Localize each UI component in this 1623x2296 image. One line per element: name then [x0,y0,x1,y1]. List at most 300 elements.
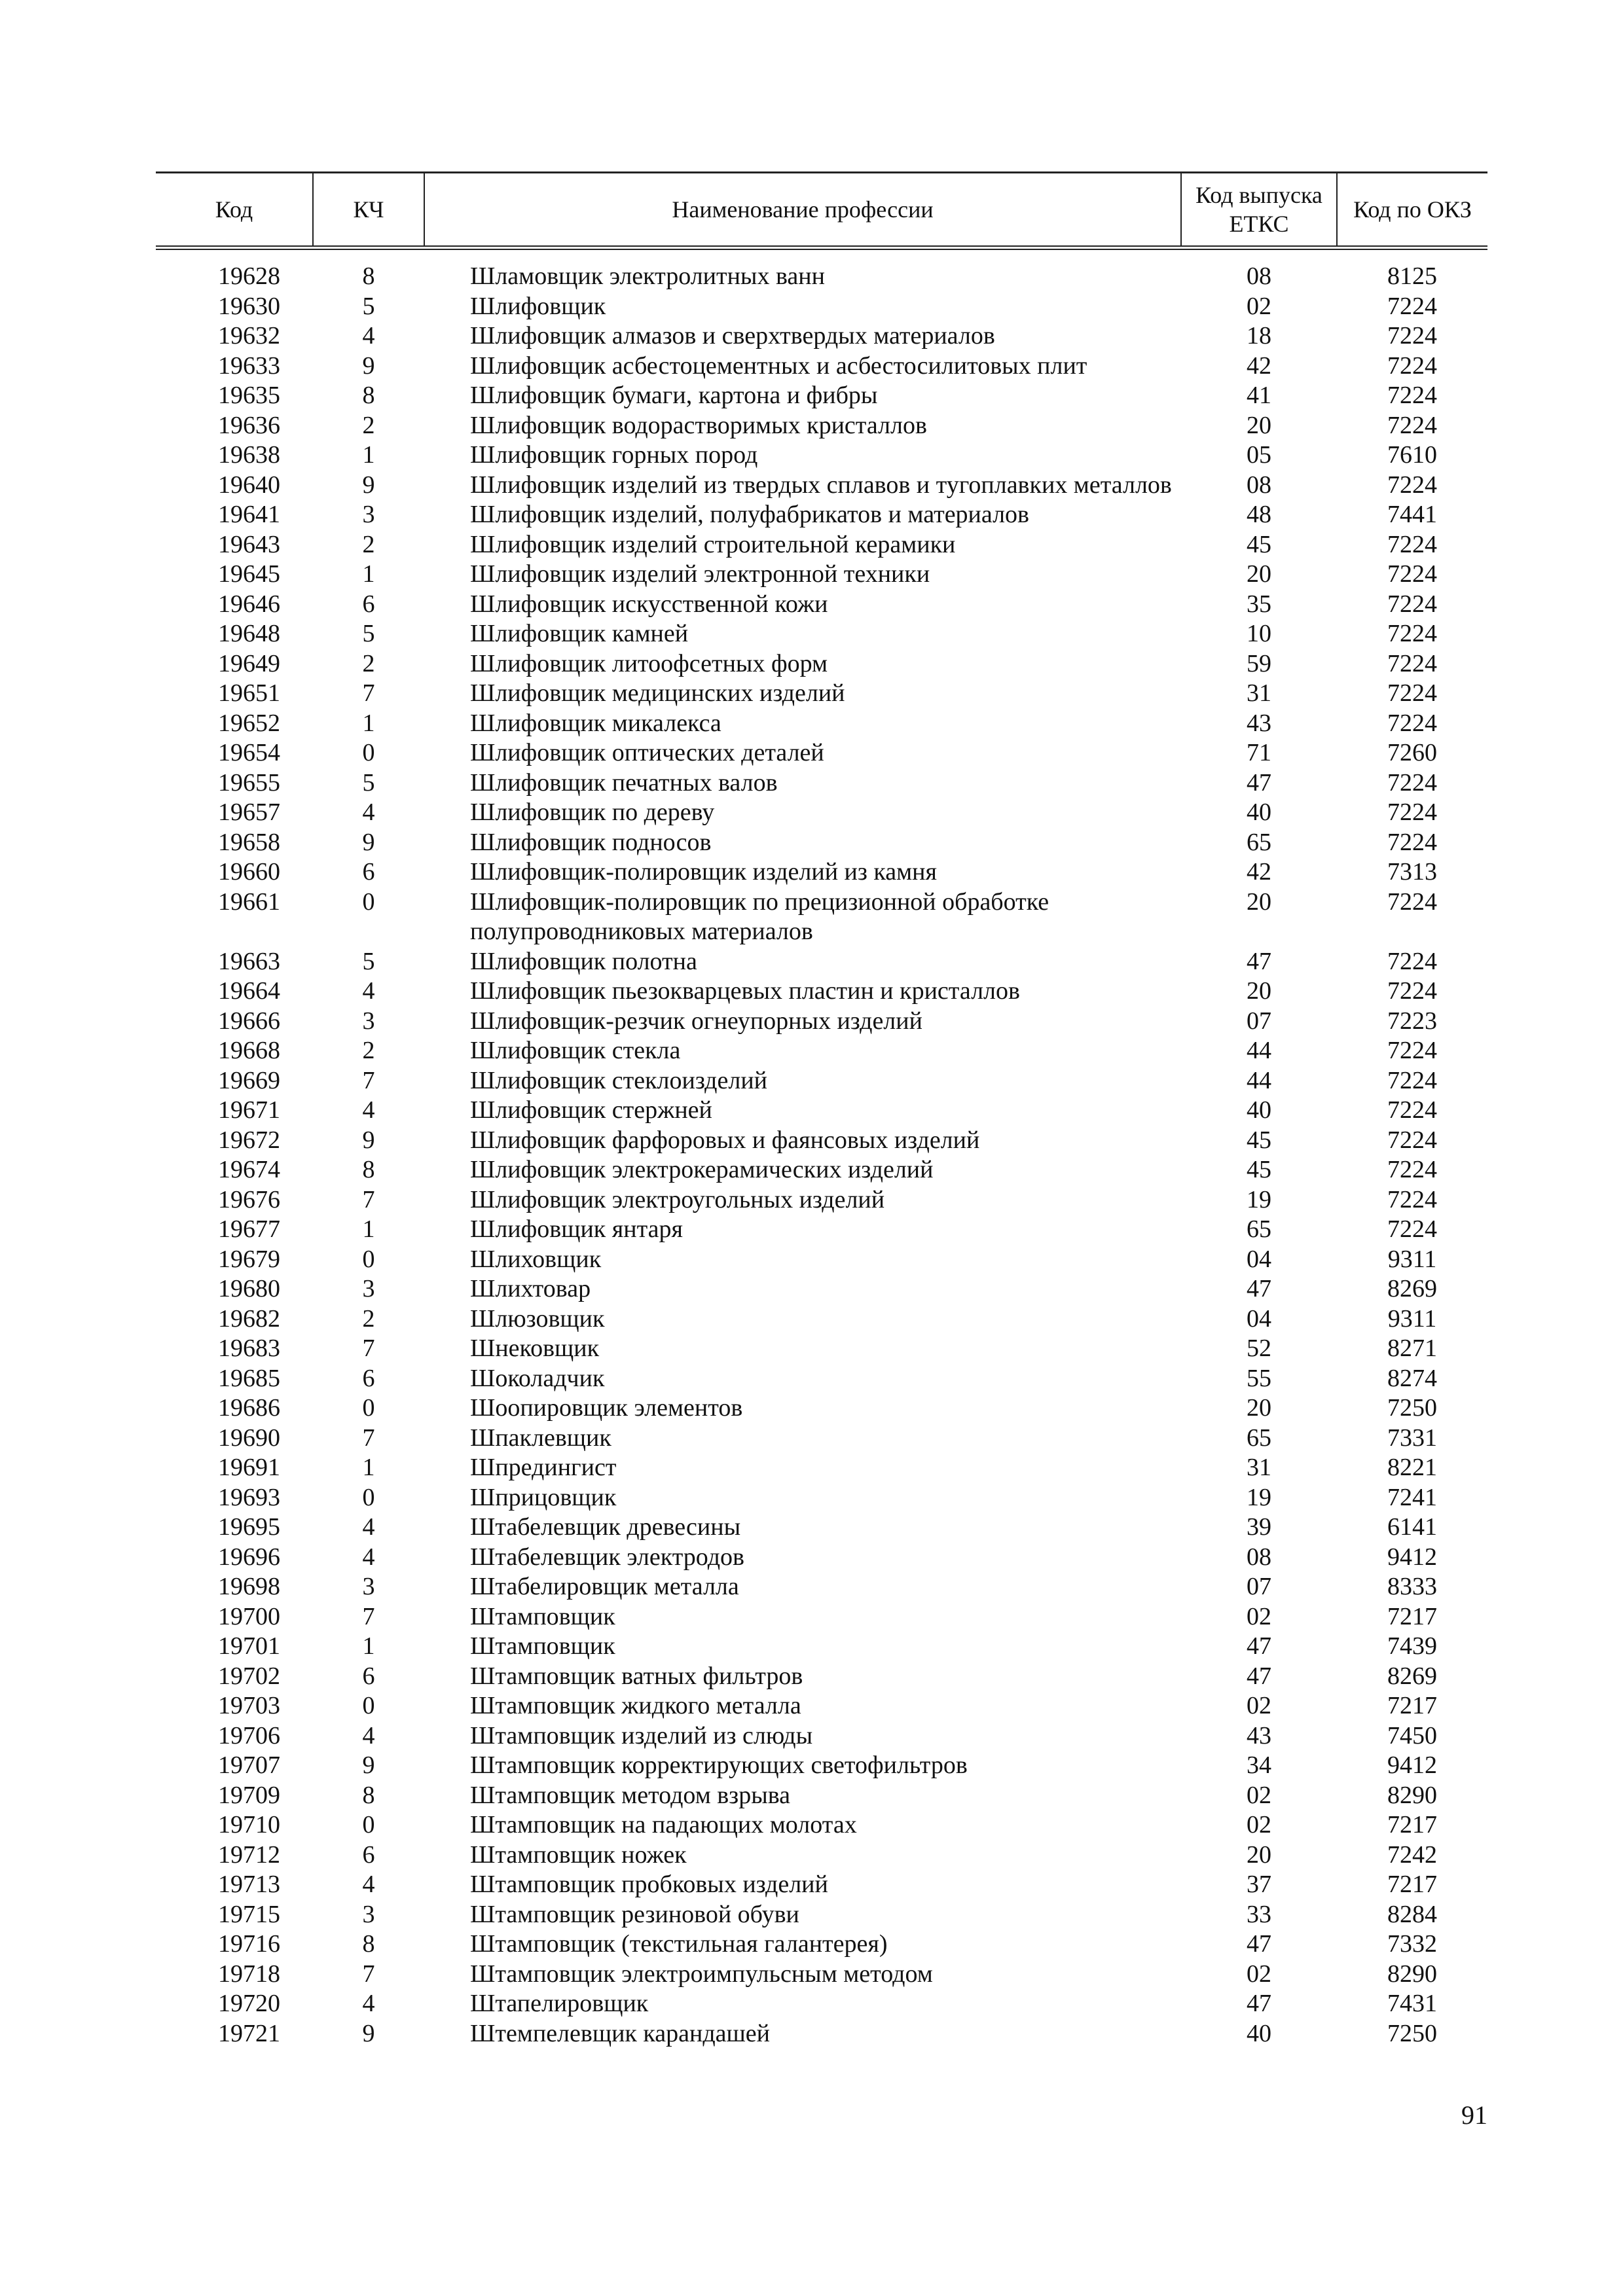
cell-code: 19690 [218,1424,280,1452]
cell-okz-code: 7224 [1387,530,1437,558]
cell-okz-code: 7224 [1387,709,1437,737]
cell-etks-code: 43 [1247,709,1271,737]
cell-code: 19679 [218,1245,280,1273]
cell-okz-code: 7250 [1387,1394,1437,1422]
table-row [156,590,1487,620]
cell-okz-code: 7224 [1387,411,1437,439]
cell-kch: 4 [362,798,375,826]
cell-etks-code: 59 [1247,649,1271,677]
cell-name: Шлифовщик литоофсетных форм [470,649,828,677]
cell-name: Шлифовщик изделий из твердых сплавов и тугоплавких металлов [470,471,1172,499]
cell-kch: 4 [362,1543,375,1571]
cell-etks-code: 47 [1247,768,1271,797]
cell-etks-code: 02 [1247,1781,1271,1809]
table-row [156,1066,1487,1096]
cell-etks-code: 65 [1247,828,1271,856]
cell-etks-code: 42 [1247,351,1271,380]
cell-name: Шоопировщик элементов [470,1394,743,1422]
table-row [156,1870,1487,1900]
cell-name: Шлифовщик оптических деталей [470,739,824,766]
cell-okz-code: 7224 [1387,1185,1437,1213]
cell-kch: 5 [362,620,375,647]
cell-name: Шлифовщик медицинских изделий [470,679,845,707]
cell-kch: 4 [362,1990,375,2017]
cell-etks-code: 07 [1247,1573,1271,1600]
cell-kch: 3 [362,1007,375,1035]
cell-code: 19720 [218,1990,280,2017]
cell-okz-code: 8221 [1387,1454,1437,1481]
cell-kch: 6 [362,1662,375,1690]
cell-name: Шламовщик электролитных ванн [470,262,825,290]
cell-name: Шлифовщик изделий строительной керамики [470,530,956,558]
cell-etks-code: 31 [1247,679,1271,707]
cell-etks-code: 39 [1247,1513,1271,1541]
cell-kch: 6 [362,590,375,618]
cell-code: 19695 [218,1513,280,1541]
cell-code: 19703 [218,1692,280,1719]
table-row [156,1751,1487,1781]
cell-okz-code: 7224 [1387,828,1437,856]
cell-name: Штамповщик [470,1602,615,1630]
cell-code: 19680 [218,1275,280,1302]
cell-etks-code: 40 [1247,1096,1271,1124]
cell-name: Шлифовщик изделий, полуфабрикатов и материалов [470,501,1029,528]
cell-etks-code: 44 [1247,1037,1271,1064]
cell-okz-code: 9311 [1387,1304,1437,1333]
cell-okz-code: 7224 [1387,560,1437,588]
cell-kch: 0 [362,1394,375,1422]
cell-kch: 0 [362,888,375,916]
cell-etks-code: 34 [1247,1751,1271,1779]
cell-kch: 3 [362,501,375,528]
cell-okz-code: 7441 [1387,501,1437,528]
cell-name: Штабелировщик металла [470,1573,739,1600]
table-row [156,947,1487,977]
cell-name: Шлифовщик янтаря [470,1215,683,1243]
cell-name: Штамповщик методом взрыва [470,1781,791,1809]
cell-etks-code: 20 [1247,1394,1271,1422]
cell-code: 19716 [218,1930,280,1958]
cell-kch: 6 [362,1840,375,1869]
cell-okz-code: 7224 [1387,322,1437,350]
cell-name: Штамповщик на падающих молотах [470,1811,857,1839]
cell-kch: 9 [362,2019,375,2047]
cell-etks-code: 08 [1247,1543,1271,1571]
cell-code: 19648 [218,620,280,647]
table-row [156,709,1487,739]
cell-kch: 4 [362,1871,375,1898]
cell-kch: 0 [362,1483,375,1511]
cell-etks-code: 02 [1247,292,1271,320]
table-row [156,828,1487,858]
header-kch: КЧ [313,173,424,248]
cell-name: Шоколадчик [470,1364,605,1392]
cell-etks-code: 47 [1247,1990,1271,2017]
cell-etks-code: 31 [1247,1454,1271,1481]
cell-name: Шлифовщик бумаги, картона и фибры [470,382,878,409]
cell-code: 19657 [218,798,280,826]
cell-okz-code: 7224 [1387,1156,1437,1183]
cell-code: 19632 [218,322,280,350]
cell-etks-code: 47 [1247,1930,1271,1958]
table-row [156,1781,1487,1811]
cell-okz-code: 7431 [1387,1990,1437,2017]
cell-okz-code: 8290 [1387,1960,1437,1988]
cell-code: 19685 [218,1364,280,1392]
cell-okz-code: 7224 [1387,1037,1437,1064]
cell-kch: 9 [362,471,375,499]
cell-okz-code: 6141 [1387,1513,1437,1541]
cell-name: Штамповщик пробковых изделий [470,1871,828,1898]
table-row [156,1840,1487,1871]
cell-etks-code: 07 [1247,1007,1271,1035]
cell-name: Шлифовщик подносов [470,828,712,856]
cell-okz-code: 7224 [1387,768,1437,797]
cell-name: Штемпелевщик карандашей [470,2019,771,2047]
cell-name: Шлифовщик искусственной кожи [470,590,828,618]
cell-code: 19645 [218,560,280,588]
cell-etks-code: 45 [1247,530,1271,558]
cell-code: 19707 [218,1751,280,1779]
cell-kch: 2 [362,1304,375,1333]
table-row [156,1543,1487,1573]
table-row [156,1810,1487,1840]
cell-okz-code: 7241 [1387,1483,1437,1511]
cell-kch: 8 [362,1930,375,1958]
cell-okz-code: 7224 [1387,292,1437,320]
cell-code: 19651 [218,679,280,707]
cell-name: Шлифовщик изделий электронной техники [470,560,930,588]
cell-okz-code: 7224 [1387,471,1437,499]
cell-name: Штамповщик [470,1632,615,1660]
table-row [156,1483,1487,1513]
header-etks: Код выпуска ЕТКС [1181,173,1337,248]
cell-code: 19636 [218,411,280,439]
cell-okz-code: 7313 [1387,858,1437,886]
cell-kch: 9 [362,1751,375,1779]
cell-code: 19671 [218,1096,280,1124]
cell-okz-code: 8269 [1387,1662,1437,1690]
cell-etks-code: 65 [1247,1424,1271,1452]
cell-name: Шлифовщик стержней [470,1096,712,1124]
cell-code: 19640 [218,471,280,499]
cell-kch: 1 [362,1632,375,1660]
cell-kch: 5 [362,292,375,320]
table-row [156,1393,1487,1424]
cell-etks-code: 47 [1247,1662,1271,1690]
cell-code: 19712 [218,1840,280,1869]
cell-okz-code: 7224 [1387,1126,1437,1154]
cell-kch: 3 [362,1573,375,1600]
cell-code: 19677 [218,1215,280,1243]
cell-kch: 7 [362,1424,375,1452]
cell-okz-code: 9311 [1387,1245,1437,1273]
table-row [156,1245,1487,1275]
cell-etks-code: 71 [1247,739,1271,766]
cell-kch: 2 [362,649,375,677]
cell-code: 19663 [218,947,280,975]
cell-okz-code: 7224 [1387,1096,1437,1124]
cell-okz-code: 7224 [1387,679,1437,707]
cell-okz-code: 7217 [1387,1692,1437,1719]
cell-name: Штамповщик резиновой обуви [470,1900,799,1928]
cell-name: Шлифовщик горных пород [470,441,758,469]
cell-etks-code: 04 [1247,1304,1271,1333]
cell-okz-code: 7224 [1387,620,1437,647]
cell-kch: 8 [362,262,375,290]
cell-code: 19683 [218,1335,280,1362]
cell-etks-code: 33 [1247,1900,1271,1928]
cell-name: Шлифовщик электрокерамических изделий [470,1156,934,1183]
cell-okz-code: 7217 [1387,1811,1437,1839]
cell-kch: 9 [362,828,375,856]
cell-okz-code: 7223 [1387,1007,1437,1035]
cell-code: 19628 [218,262,280,290]
cell-etks-code: 04 [1247,1245,1271,1273]
page-number: 91 [1461,2100,1487,2130]
cell-etks-code: 20 [1247,977,1271,1005]
cell-okz-code: 7242 [1387,1840,1437,1869]
table-row [156,262,1487,292]
cell-name: Штабелевщик древесины [470,1513,741,1541]
cell-code: 19682 [218,1304,280,1333]
cell-kch: 1 [362,1215,375,1243]
cell-name: Шлифовщик пьезокварцевых пластин и кристаллов [470,977,1020,1005]
cell-kch: 1 [362,709,375,737]
cell-code: 19698 [218,1573,280,1600]
cell-etks-code: 40 [1247,2019,1271,2047]
cell-code: 19718 [218,1960,280,1988]
cell-kch: 8 [362,382,375,409]
table-row [156,1989,1487,2019]
table-row [156,888,1487,947]
cell-name: Шлифовщик стекла [470,1037,681,1064]
cell-name: Штамповщик ватных фильтров [470,1662,803,1690]
cell-code: 19643 [218,530,280,558]
cell-okz-code: 7224 [1387,351,1437,380]
header-name: Наименование профессии [424,173,1181,248]
table-row [156,560,1487,590]
cell-etks-code: 10 [1247,620,1271,647]
cell-kch: 4 [362,322,375,350]
cell-okz-code: 7450 [1387,1721,1437,1749]
table-row [156,1364,1487,1394]
cell-code: 19721 [218,2019,280,2047]
cell-etks-code: 55 [1247,1364,1271,1392]
cell-code: 19635 [218,382,280,409]
cell-okz-code: 7224 [1387,977,1437,1005]
table-row [156,381,1487,411]
cell-kch: 1 [362,441,375,469]
cell-code: 19649 [218,649,280,677]
cell-name: Шлихтовар [470,1275,591,1302]
cell-kch: 5 [362,947,375,975]
cell-okz-code: 7331 [1387,1424,1437,1452]
cell-okz-code: 8290 [1387,1781,1437,1809]
cell-name: Шлифовщик-полировщик изделий из камня [470,858,938,886]
cell-code: 19630 [218,292,280,320]
cell-okz-code: 8269 [1387,1275,1437,1302]
cell-name: Шлифовщик электроугольных изделий [470,1185,885,1213]
cell-kch: 2 [362,1037,375,1064]
cell-name: Штамповщик электроимпульсным методом [470,1960,933,1988]
cell-etks-code: 05 [1247,441,1271,469]
cell-etks-code: 47 [1247,1632,1271,1660]
cell-code: 19693 [218,1483,280,1511]
cell-kch: 5 [362,768,375,797]
cell-code: 19702 [218,1662,280,1690]
table-row [156,440,1487,471]
table-row [156,411,1487,441]
cell-name: Шлифовщик фарфоровых и фаянсовых изделий [470,1126,980,1154]
cell-okz-code: 7224 [1387,590,1437,618]
cell-kch: 7 [362,1335,375,1362]
cell-etks-code: 45 [1247,1126,1271,1154]
cell-etks-code: 41 [1247,382,1271,409]
table-row [156,619,1487,649]
cell-code: 19666 [218,1007,280,1035]
cell-etks-code: 08 [1247,471,1271,499]
cell-code: 19652 [218,709,280,737]
cell-okz-code: 7224 [1387,1066,1437,1094]
cell-name: Шлифовщик алмазов и сверхтвердых материалов [470,322,995,350]
cell-name: Шлифовщик стеклоизделий [470,1066,768,1094]
table-row [156,738,1487,768]
cell-okz-code: 7250 [1387,2019,1437,2047]
cell-etks-code: 48 [1247,501,1271,528]
cell-etks-code: 42 [1247,858,1271,886]
cell-kch: 4 [362,1721,375,1749]
cell-code: 19715 [218,1900,280,1928]
table-row [156,1513,1487,1543]
cell-etks-code: 45 [1247,1156,1271,1183]
cell-kch: 7 [362,1066,375,1094]
table-row [156,1334,1487,1364]
cell-kch: 2 [362,530,375,558]
cell-etks-code: 20 [1247,560,1271,588]
cell-name: Шлифовщик-резчик огнеупорных изделий [470,1007,922,1035]
table-row [156,1155,1487,1185]
cell-name: Шлифовщик полотна [470,947,697,975]
table-row [156,1572,1487,1602]
table-row [156,471,1487,501]
table-row [156,321,1487,351]
table-row [156,798,1487,828]
cell-code: 19700 [218,1602,280,1630]
table-row [156,857,1487,888]
cell-kch: 0 [362,739,375,766]
cell-okz-code: 7224 [1387,947,1437,975]
table-row [156,1602,1487,1632]
cell-name: Шнековщик [470,1335,600,1362]
cell-etks-code: 19 [1247,1483,1271,1511]
cell-code: 19691 [218,1454,280,1481]
cell-etks-code: 20 [1247,411,1271,439]
cell-name: Шпаклевщик [470,1424,611,1452]
cell-name: Шлифовщик-полировщик по прецизионной обработке полупроводниковых материалов [470,888,1049,945]
cell-etks-code: 08 [1247,262,1271,290]
cell-code: 19655 [218,768,280,797]
cell-okz-code: 9412 [1387,1751,1437,1779]
table-row [156,1126,1487,1156]
cell-kch: 3 [362,1900,375,1928]
cell-code: 19633 [218,351,280,380]
table-row [156,1929,1487,1960]
cell-name: Штамповщик жидкого металла [470,1692,801,1719]
cell-name: Штамповщик корректирующих светофильтров [470,1751,968,1779]
cell-kch: 4 [362,977,375,1005]
cell-code: 19672 [218,1126,280,1154]
cell-code: 19661 [218,888,280,916]
table-row [156,1453,1487,1483]
cell-okz-code: 7224 [1387,649,1437,677]
cell-okz-code: 8333 [1387,1573,1437,1600]
cell-okz-code: 8271 [1387,1335,1437,1362]
cell-kch: 8 [362,1156,375,1183]
cell-name: Шлифовщик водорастворимых кристаллов [470,411,927,439]
cell-code: 19658 [218,828,280,856]
cell-kch: 3 [362,1275,375,1302]
cell-code: 19638 [218,441,280,469]
cell-name: Шпредингист [470,1454,617,1481]
table-row [156,351,1487,382]
cell-kch: 0 [362,1692,375,1719]
table-row [156,1424,1487,1454]
cell-code: 19646 [218,590,280,618]
cell-okz-code: 7610 [1387,441,1437,469]
cell-name: Штабелевщик электродов [470,1543,744,1571]
cell-name: Шлифовщик асбестоцементных и асбестосилитовых плит [470,351,1087,380]
cell-code: 19668 [218,1037,280,1064]
table-row [156,1304,1487,1335]
table-row [156,500,1487,530]
cell-kch: 7 [362,1185,375,1213]
cell-name: Шлиховщик [470,1245,602,1273]
cell-code: 19686 [218,1394,280,1422]
cell-etks-code: 40 [1247,798,1271,826]
cell-name: Шприцовщик [470,1483,617,1511]
cell-okz-code: 7224 [1387,1215,1437,1243]
cell-name: Шлифовщик печатных валов [470,768,778,797]
professions-table [156,262,1487,2049]
cell-okz-code: 7224 [1387,888,1437,916]
cell-etks-code: 02 [1247,1960,1271,1988]
table-row [156,1900,1487,1930]
cell-okz-code: 8125 [1387,262,1437,290]
cell-code: 19674 [218,1156,280,1183]
cell-kch: 0 [362,1811,375,1839]
cell-code: 19696 [218,1543,280,1571]
cell-etks-code: 02 [1247,1811,1271,1839]
cell-okz-code: 7224 [1387,798,1437,826]
table-row [156,1960,1487,1990]
cell-etks-code: 47 [1247,1275,1271,1302]
table-row [156,649,1487,679]
cell-etks-code: 20 [1247,1840,1271,1869]
cell-kch: 1 [362,1454,375,1481]
cell-etks-code: 44 [1247,1066,1271,1094]
cell-kch: 4 [362,1513,375,1541]
cell-etks-code: 52 [1247,1335,1271,1362]
table-row [156,1721,1487,1751]
cell-kch: 7 [362,1602,375,1630]
table-row [156,1215,1487,1245]
table-row [156,768,1487,798]
cell-okz-code: 7439 [1387,1632,1437,1660]
table-row [156,1096,1487,1126]
cell-etks-code: 18 [1247,322,1271,350]
cell-code: 19664 [218,977,280,1005]
